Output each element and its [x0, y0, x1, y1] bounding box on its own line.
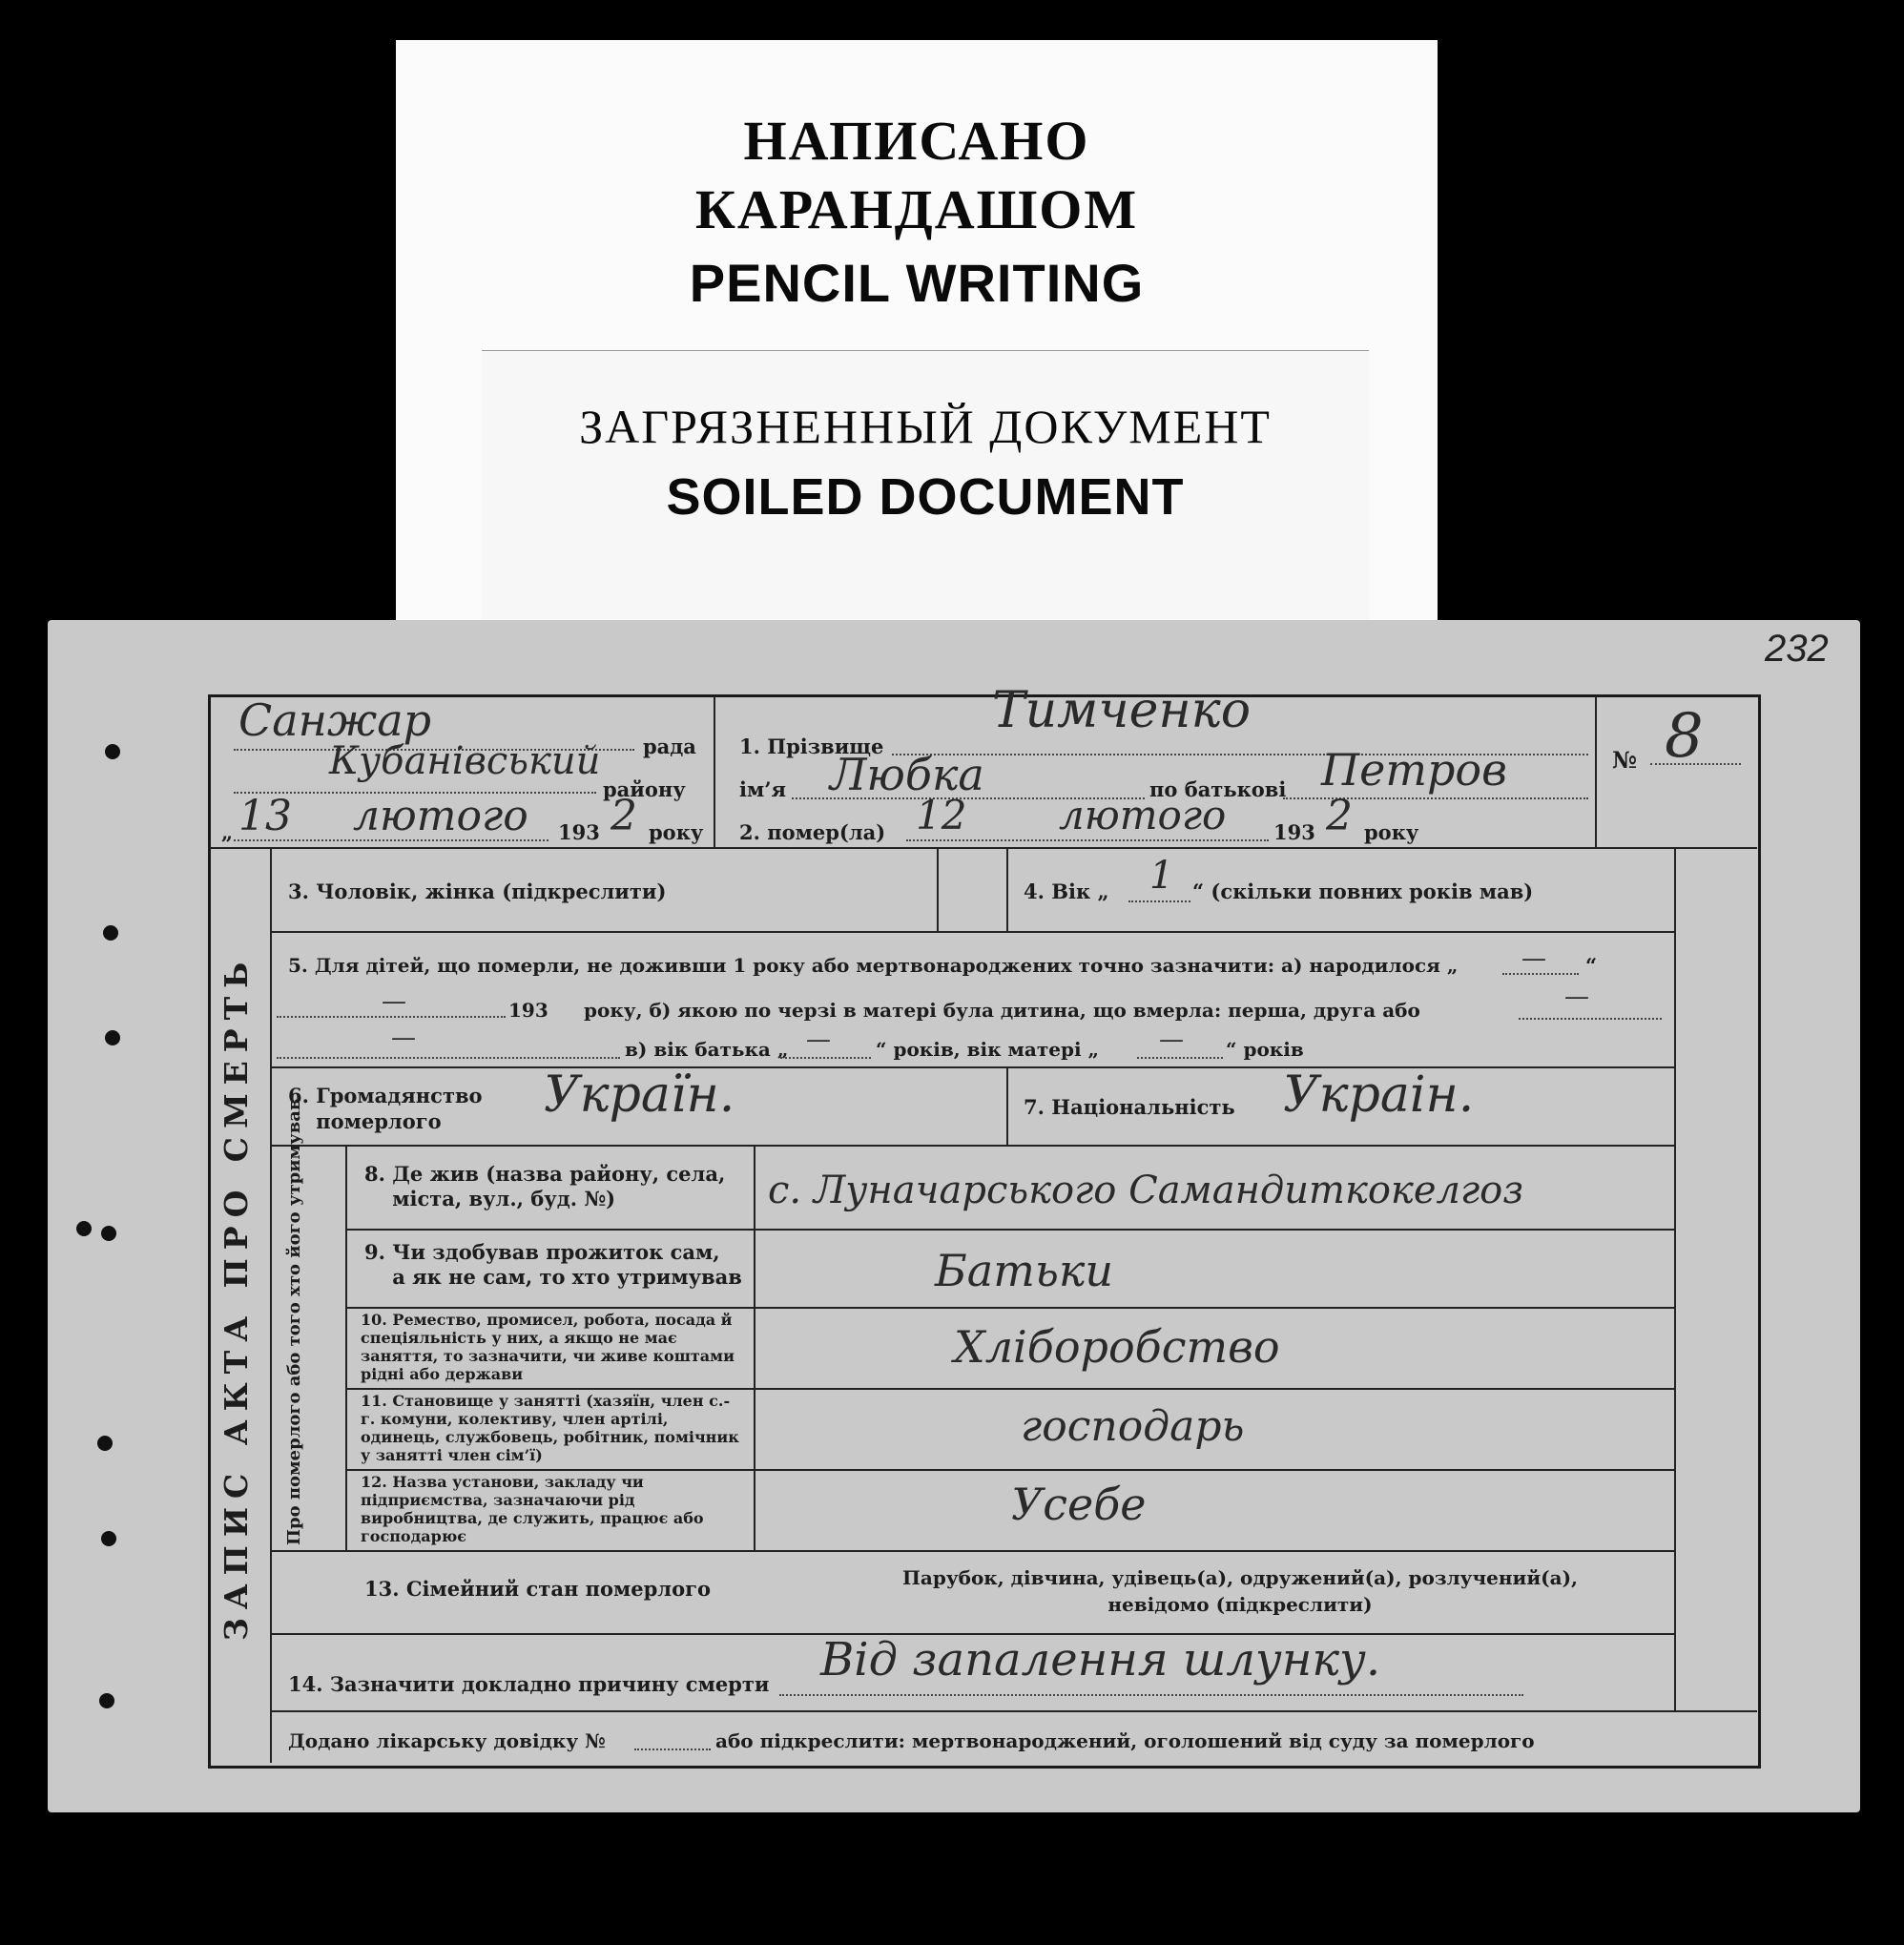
registration-day: 13	[238, 792, 292, 840]
field-8-residence-value: с. Луначарського Самандиткокелгоз	[768, 1169, 1524, 1212]
raion-label: району	[603, 777, 686, 801]
punch-hole	[99, 1693, 114, 1708]
soiled-document-label	[482, 351, 1369, 623]
pencil-writing-ru: НАПИСАНО КАРАНДАШОМ	[694, 110, 1139, 240]
rada-label: рада	[643, 735, 696, 758]
field-11-position-label: 11. Становище у занятті (хазяїн, член с.-г. комуни, колективу, член артілі, одинець, службовець, робітник, помічник у занятті член сім’ї)	[361, 1392, 739, 1464]
field-6-citizenship-value: Україн.	[544, 1066, 735, 1124]
death-year-digit: 2	[1326, 792, 1353, 840]
punch-hole	[105, 744, 120, 759]
field-9-support-value: Батьки	[935, 1245, 1113, 1296]
punch-hole	[105, 1030, 120, 1045]
field-12-employer-value: Усебе	[1011, 1479, 1147, 1530]
soiled-document-ru: ЗАГРЯЗНЕННЫЙ ДОКУМЕНТ	[579, 400, 1272, 453]
footer-certificate-label: Додано лікарську довідку №	[288, 1729, 606, 1752]
punch-hole	[101, 1226, 116, 1241]
field-14-cause-value: Від запалення шлунку.	[820, 1633, 1381, 1686]
field-5-father-age: в) вік батька „	[625, 1038, 789, 1061]
field-14-cause-label: 14. Зазначити докладно причину смерти	[288, 1672, 770, 1696]
sheet-number: 232	[1765, 628, 1829, 670]
punch-hole	[97, 1436, 113, 1451]
field-5-mother-age: “ років, вік матері „	[876, 1038, 1100, 1061]
number-label: №	[1612, 746, 1638, 774]
field-6-citizenship-label: 6. Громадянство померлого	[288, 1084, 483, 1133]
name-label: ім’я	[739, 777, 787, 801]
field-11-position-value: господарь	[1021, 1402, 1245, 1451]
field-5-infant-text: 5. Для дітей, що померли, не доживши 1 року або мертвонароджених точно зазначити: а) народилося „	[288, 954, 1459, 977]
punch-hole	[103, 925, 118, 941]
field-4-age-label: 4. Вік „	[1024, 879, 1109, 903]
record-number: 8	[1665, 701, 1704, 772]
died-label: 2. помер(ла)	[739, 820, 886, 844]
field-3-sex: 3. Чоловік, жінка (підкреслити)	[288, 879, 667, 903]
punch-hole	[101, 1531, 116, 1546]
death-day: 12	[916, 792, 967, 838]
registration-month: лютого	[353, 792, 528, 840]
field-10-occupation-value: Хліборобство	[954, 1321, 1280, 1373]
patronymic-label: по батькові	[1149, 777, 1287, 801]
side-subtitle: Про померлого або того хто його утримував	[284, 1098, 304, 1545]
soiled-document-en: SOILED DOCUMENT	[666, 468, 1185, 526]
field-10-occupation-label: 10. Ремество, промисел, робота, посада й спеціяльність у них, а якщо не має заняття, то зазначити, чи живе коштами рідні або держави	[361, 1311, 735, 1383]
field-4-age-value: 1	[1149, 854, 1174, 898]
field-13-marital-label: 13. Сімейний стан померлого	[364, 1577, 711, 1601]
field-13-marital-options: Парубок, дівчина, удівець(а), одружений(а), розлучений(а), невідомо (підкреслити)	[901, 1566, 1579, 1616]
pencil-writing-en: PENCIL WRITING	[689, 253, 1145, 313]
field-9-support-label: 9. Чи здобував прожиток сам, а як не сам, то хто утримував	[364, 1240, 742, 1289]
raion-value: Кубанівський	[329, 739, 601, 783]
rada-value: Санжар	[238, 694, 432, 746]
field-4-age-note: “ (скільки повних років мав)	[1192, 879, 1534, 903]
name-value: Любка	[830, 749, 984, 800]
surname-label: 1. Прізвище	[739, 735, 884, 758]
surname-value: Тимченко	[992, 682, 1252, 739]
field-8-residence-label: 8. Де жив (назва району, села, міста, вул., буд. №)	[364, 1162, 726, 1210]
field-7-nationality-label: 7. Національність	[1024, 1095, 1235, 1119]
punch-hole	[76, 1221, 92, 1236]
field-7-nationality-value: Украін.	[1283, 1066, 1475, 1124]
footer-stillborn-note: або підкреслити: мертвонароджений, оголошений від суду за померлого	[715, 1729, 1535, 1752]
patronymic-value: Петров	[1321, 744, 1507, 796]
side-title: ЗАПИС АКТА ПРО СМЕРТЬ	[217, 953, 255, 1641]
field-12-employer-label: 12. Назва установи, закладу чи підприємства, зазначаючи рід виробництва, де служить, працює або господарює	[361, 1473, 704, 1545]
field-5-birth-order-text: року, б) якою по черзі в матері була дитина, що вмерла: перша, друга або	[584, 999, 1420, 1022]
registration-year-digit: 2	[611, 792, 637, 840]
death-month: лютого	[1059, 792, 1227, 838]
